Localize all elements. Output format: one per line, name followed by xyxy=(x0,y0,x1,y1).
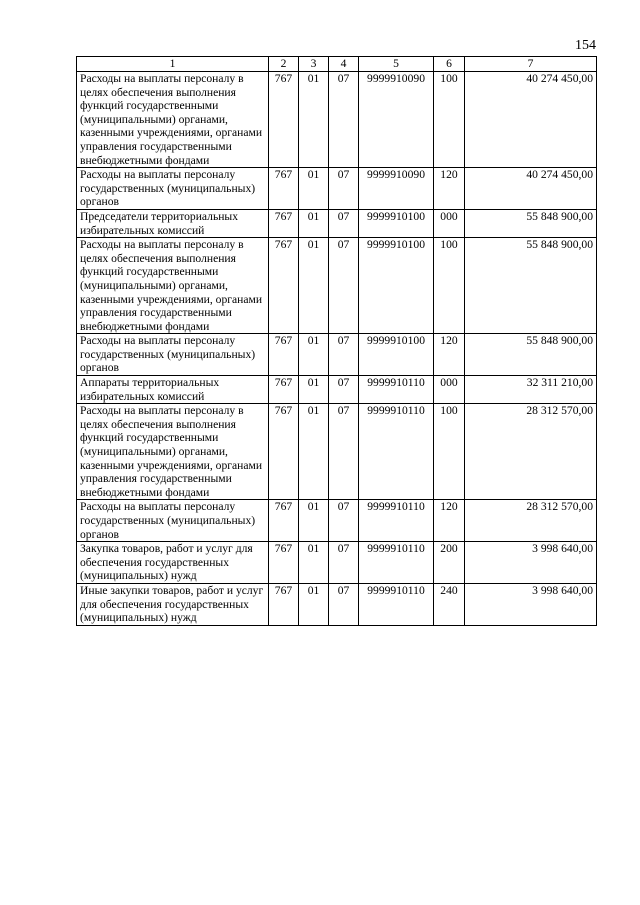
table-body xyxy=(77,72,597,626)
section-code: 01 xyxy=(299,238,329,334)
expense-name: Расходы на выплаты персоналу в целях обеспечения выполнения функций государственными (муниципальными) органами, казенными учреждениями, органами управления государственными внебюджетными фондами xyxy=(77,238,269,334)
column-header-expense-type: 6 xyxy=(434,57,465,72)
expense-type-code: 100 xyxy=(434,404,465,500)
table-row xyxy=(77,376,597,404)
target-code: 9999910110 xyxy=(359,542,434,584)
column-header-target: 5 xyxy=(359,57,434,72)
expense-name: Закупка товаров, работ и услуг для обеспечения государственных (муниципальных) нужд xyxy=(77,542,269,584)
subsection-code: 07 xyxy=(329,376,359,404)
subsection-code: 07 xyxy=(329,542,359,584)
subsection-code: 07 xyxy=(329,72,359,168)
ministry-code: 767 xyxy=(269,500,299,542)
subsection-code: 07 xyxy=(329,500,359,542)
table-row xyxy=(77,168,597,210)
page-number: 154 xyxy=(575,38,596,53)
target-code: 9999910110 xyxy=(359,376,434,404)
target-code: 9999910090 xyxy=(359,72,434,168)
section-code: 01 xyxy=(299,500,329,542)
expense-type-code: 120 xyxy=(434,168,465,210)
subsection-code: 07 xyxy=(329,168,359,210)
amount: 55 848 900,00 xyxy=(465,334,597,376)
subsection-code: 07 xyxy=(329,583,359,625)
column-header-name: 1 xyxy=(77,57,269,72)
amount: 55 848 900,00 xyxy=(465,209,597,237)
amount: 32 311 210,00 xyxy=(465,376,597,404)
section-code: 01 xyxy=(299,404,329,500)
target-code: 9999910100 xyxy=(359,238,434,334)
expense-type-code: 100 xyxy=(434,238,465,334)
table-row xyxy=(77,500,597,542)
amount: 3 998 640,00 xyxy=(465,542,597,584)
subsection-code: 07 xyxy=(329,209,359,237)
ministry-code: 767 xyxy=(269,583,299,625)
expense-type-code: 240 xyxy=(434,583,465,625)
expense-name: Расходы на выплаты персоналу государственных (муниципальных) органов xyxy=(77,334,269,376)
expense-type-code: 120 xyxy=(434,500,465,542)
target-code: 9999910110 xyxy=(359,500,434,542)
subsection-code: 07 xyxy=(329,238,359,334)
amount: 28 312 570,00 xyxy=(465,404,597,500)
expense-name: Расходы на выплаты персоналу государственных (муниципальных) органов xyxy=(77,168,269,210)
ministry-code: 767 xyxy=(269,542,299,584)
target-code: 9999910090 xyxy=(359,168,434,210)
column-header-ministry: 2 xyxy=(269,57,299,72)
header-row xyxy=(77,57,597,72)
table-row xyxy=(77,404,597,500)
target-code: 9999910100 xyxy=(359,209,434,237)
expense-type-code: 100 xyxy=(434,72,465,168)
expense-name: Председатели территориальных избирательных комиссий xyxy=(77,209,269,237)
budget-table xyxy=(76,56,597,626)
target-code: 9999910110 xyxy=(359,583,434,625)
subsection-code: 07 xyxy=(329,404,359,500)
ministry-code: 767 xyxy=(269,168,299,210)
table-row xyxy=(77,542,597,584)
section-code: 01 xyxy=(299,334,329,376)
column-header-subsection: 4 xyxy=(329,57,359,72)
expense-name: Расходы на выплаты персоналу государственных (муниципальных) органов xyxy=(77,500,269,542)
expense-name: Расходы на выплаты персоналу в целях обеспечения выполнения функций государственными (муниципальными) органами, казенными учреждениями, органами управления государственными внебюджетными фондами xyxy=(77,72,269,168)
expense-type-code: 120 xyxy=(434,334,465,376)
ministry-code: 767 xyxy=(269,238,299,334)
expense-type-code: 200 xyxy=(434,542,465,584)
table-row xyxy=(77,334,597,376)
expense-type-code: 000 xyxy=(434,209,465,237)
section-code: 01 xyxy=(299,209,329,237)
section-code: 01 xyxy=(299,376,329,404)
expense-name: Иные закупки товаров, работ и услуг для обеспечения государственных (муниципальных) нужд xyxy=(77,583,269,625)
table-row xyxy=(77,238,597,334)
expense-name: Расходы на выплаты персоналу в целях обеспечения выполнения функций государственными (муниципальными) органами, казенными учреждениями, органами управления государственными внебюджетными фондами xyxy=(77,404,269,500)
column-header-section: 3 xyxy=(299,57,329,72)
ministry-code: 767 xyxy=(269,404,299,500)
subsection-code: 07 xyxy=(329,334,359,376)
amount: 55 848 900,00 xyxy=(465,238,597,334)
section-code: 01 xyxy=(299,583,329,625)
amount: 40 274 450,00 xyxy=(465,72,597,168)
ministry-code: 767 xyxy=(269,376,299,404)
amount: 40 274 450,00 xyxy=(465,168,597,210)
amount: 28 312 570,00 xyxy=(465,500,597,542)
ministry-code: 767 xyxy=(269,72,299,168)
table-row xyxy=(77,583,597,625)
section-code: 01 xyxy=(299,542,329,584)
expense-type-code: 000 xyxy=(434,376,465,404)
target-code: 9999910100 xyxy=(359,334,434,376)
section-code: 01 xyxy=(299,72,329,168)
ministry-code: 767 xyxy=(269,209,299,237)
column-header-amount: 7 xyxy=(465,57,597,72)
section-code: 01 xyxy=(299,168,329,210)
target-code: 9999910110 xyxy=(359,404,434,500)
ministry-code: 767 xyxy=(269,334,299,376)
expense-name: Аппараты территориальных избирательных комиссий xyxy=(77,376,269,404)
table-row xyxy=(77,209,597,237)
table-row xyxy=(77,72,597,168)
amount: 3 998 640,00 xyxy=(465,583,597,625)
